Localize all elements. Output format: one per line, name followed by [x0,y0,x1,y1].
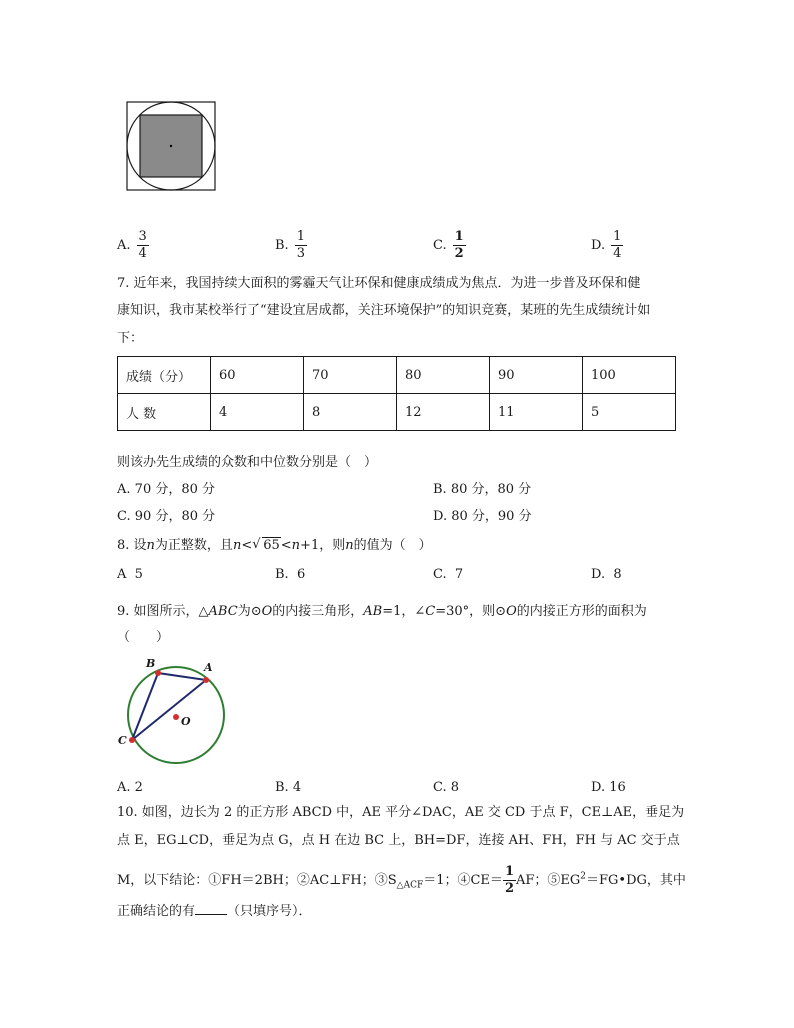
q9-option-b[interactable]: B. 4 [275,780,302,795]
answer-blank[interactable] [195,902,227,915]
q9-option-d[interactable]: D. 16 [591,780,626,795]
square-circle-figure [125,100,217,192]
fraction: $\frac{1}{4}$ [613,229,622,261]
q8-option-d[interactable]: D. 8 [591,567,622,582]
label-o: O [181,715,191,728]
q6-option-a[interactable]: A. $\frac{3}{4}$ [117,229,147,261]
q10-stem-line-1: 10. 如图，边长为 2 的正方形 ABCD 中，AE 平分∠DAC，AE 交 CD 于点 F，CE⊥AE，垂足为 [117,805,685,820]
table-cell: 人 数 [118,394,211,431]
table-cell: 8 [304,394,397,431]
q7-option-a[interactable]: A. 70 分，80 分 [117,482,216,497]
table-cell: 100 [583,357,676,394]
table-cell: 70 [304,357,397,394]
q10-answer-line: 正确结论的有 （只填序号）． [117,904,312,919]
q7-stem-line-3: 下： [117,331,144,346]
score-table [117,356,676,431]
q8-option-a[interactable]: A 5 [117,567,143,582]
table-cell: 4 [211,394,304,431]
q7-option-c[interactable]: C. 90 分，80 分 [117,509,216,524]
sqrt-symbol: √ 65 [252,537,280,553]
q7-stem-line-2: 康知识，我市某校举行了“建设宜居成都，关注环境保护”的知识竞赛，某班的先生成绩统计如 [117,303,651,318]
q9-stem: 9. 如图所示，△ABC为⊙O的内接三角形，AB=1，∠C=30°，则⊙O的内接正方形的面积为 [117,604,647,619]
label-b: B [146,657,156,670]
label-a: A [204,661,213,674]
table-cell: 90 [490,357,583,394]
table-cell: 成绩（分） [118,357,211,394]
q8-option-c[interactable]: C. 7 [433,567,464,582]
q10-stem-line-3: M，以下结论：①FH＝2BH；②AC⊥FH；$③S_{\triangle ACF}=1$；④CE＝ $\frac{1}{2}$ AF；$⑤EG^2=FG•DG$，其中 [117,864,686,896]
q7-option-d[interactable]: D. 80 分，90 分 [433,509,532,524]
table-cell: 60 [211,357,304,394]
q6-option-d[interactable]: D. $\frac{1}{4}$ [591,229,622,261]
fraction: $\frac{3}{4}$ [138,229,147,261]
fraction: $\frac{1}{3}$ [296,229,305,261]
fraction: $\frac{1}{2}$ [504,864,514,896]
table-row [118,394,676,431]
label-c: C [118,734,127,747]
table-cell: 80 [397,357,490,394]
q7-question: 则该办先生成绩的众数和中位数分别是（ ） [117,455,378,470]
fraction: $\frac{1}{2}$ [454,229,464,261]
table-cell: 12 [397,394,490,431]
inscribed-triangle-figure [115,655,235,770]
q8-stem: 8. 设n为正整数，且n< √ 65<n+1，则n的值为（ ） [117,537,432,553]
q6-option-b[interactable]: B. $\frac{1}{3}$ [275,229,305,261]
q8-option-b[interactable]: B. 6 [275,567,306,582]
q9-option-c[interactable]: C. 8 [433,780,460,795]
q7-option-b[interactable]: B. 80 分，80 分 [433,482,532,497]
q9-option-a[interactable]: A. 2 [117,780,143,795]
table-row [118,357,676,394]
table-cell: 11 [490,394,583,431]
q7-stem-line-1: 7. 近年来，我国持续大面积的雾霾天气让环保和健康成绩成为焦点．为进一步普及环保和健 [117,276,641,291]
q6-option-c[interactable]: C. $\frac{1}{2}$ [433,229,464,261]
q9-answer-paren: （ ） [117,630,170,645]
q10-stem-line-2: 点 E，EG⊥CD，垂足为点 G，点 H 在边 BC 上，BH=DF，连接 AH、FH，FH 与 AC 交于点 [117,833,680,848]
table-cell: 5 [583,394,676,431]
